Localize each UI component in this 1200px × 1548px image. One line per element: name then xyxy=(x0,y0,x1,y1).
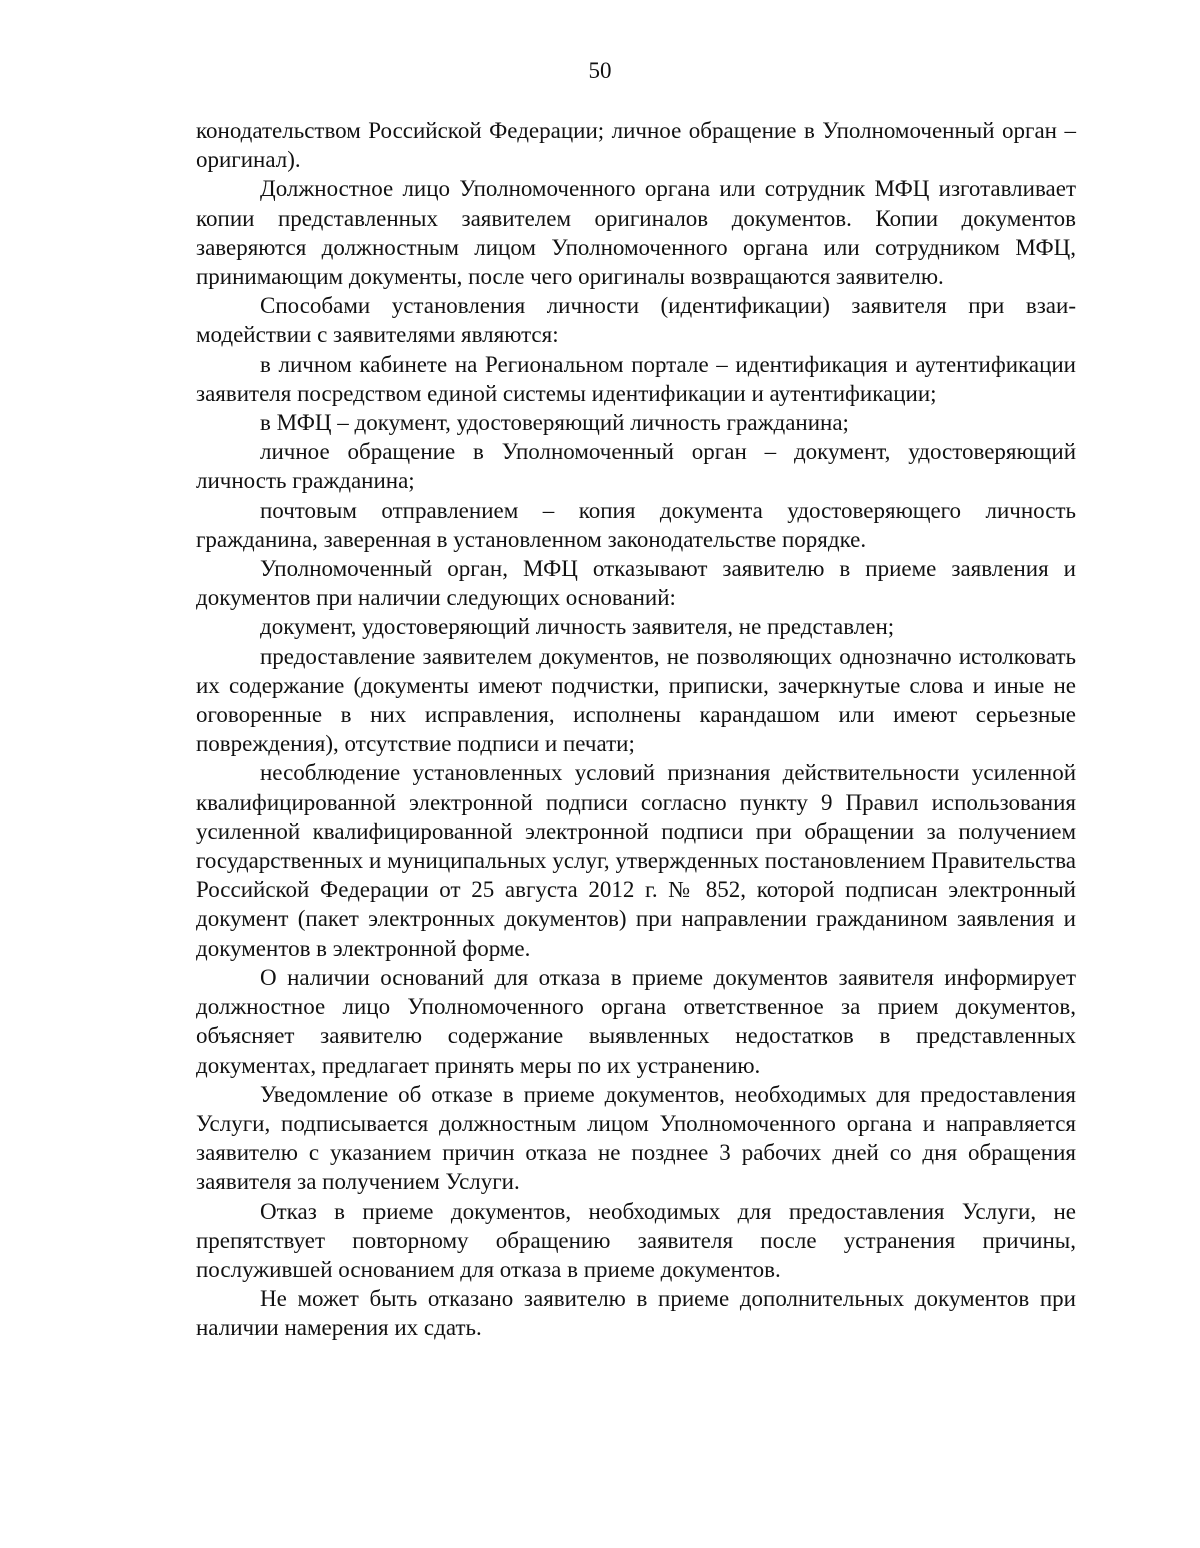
paragraph: Должностное лицо Уполномоченного органа или сотрудник МФЦ изготавливает копии представленных заявителем оригиналов документов. Копии документов заверяются должностным лицом Уполномоченного органа или сотрудником МФЦ, принимающим документы, после чего оригиналы возвращаются заявителю. xyxy=(196,176,1076,290)
page-number: 50 xyxy=(588,58,612,83)
paragraph: Уполномоченный орган, МФЦ отказывают заявителю в приеме заявления и документов при наличии следующих оснований: xyxy=(196,556,1076,611)
paragraph: Не может быть отказано заявителю в приеме дополнительных документов при наличии намерения их сдать. xyxy=(196,1286,1076,1341)
paragraph: личное обращение в Уполномоченный орган – документ, удостоверяющий личность гражданина; xyxy=(196,439,1076,494)
paragraph: в МФЦ – документ, удостоверяющий личность гражданина; xyxy=(260,410,849,436)
paragraph: в личном кабинете на Региональном портале – идентификация и аутентификации заявителя посредством единой системы идентификации и аутентификации; xyxy=(196,351,1076,406)
paragraph: Отказ в приеме документов, необходимых для предоставления Услуги, не препятствует повторному обращению заявителя после устранения причины, послужившей основанием для отказа в приеме документов. xyxy=(196,1198,1076,1282)
paragraph: почтовым отправлением – копия документа удостоверяющего личность гражданина, заверенная в установленном законодательстве порядке. xyxy=(196,497,1076,552)
paragraph-continuation: конодательством Российской Федерации; личное обращение в Уполномоченный орган – оригинал). xyxy=(196,118,1076,173)
paragraph: документ, удостоверяющий личность заявителя, не представлен; xyxy=(260,614,895,640)
paragraph: предоставление заявителем документов, не позволяющих однозначно истолковать их содержание (документы имеют подчистки, приписки, зачеркнутые слова и иные не оговоренные в них исправления, исполнены карандашом или имеют серьезные повреждения), отсутствие подписи и печати; xyxy=(196,643,1076,757)
paragraph: Уведомление об отказе в приеме документов, необходимых для предоставления Услуги, подписывается должностным лицом Уполномоченного органа и направляется заявителю с указанием причин отказа не позднее 3 рабочих дней со дня обращения заявителя за получением Услуги. xyxy=(196,1081,1076,1195)
paragraph: О наличии оснований для отказа в приеме документов заявителя информирует должностное лицо Уполномоченного органа ответственное за прием документов, объясняет заявителю содержание выявленных недостатков в представленных документах, предлагает принять меры по их устранению. xyxy=(196,964,1076,1078)
document-body xyxy=(196,116,1076,1343)
paragraph: Способами установления личности (идентификации) заявителя при взаимодействии с заявителями являются: xyxy=(196,293,1076,348)
paragraph: несоблюдение установленных условий признания действительности усиленной квалифицированной электронной подписи согласно пункту 9 Правил использования усиленной квалифицированной электронной подписи при обращении за получением государственных и муниципальных услуг, утвержденных постановлением Правительства Российской Федерации от 25 августа 2012 г. № 852, которой подписан электронный документ (пакет электронных документов) при направлении гражданином заявления и документов в электронной форме. xyxy=(196,760,1076,961)
